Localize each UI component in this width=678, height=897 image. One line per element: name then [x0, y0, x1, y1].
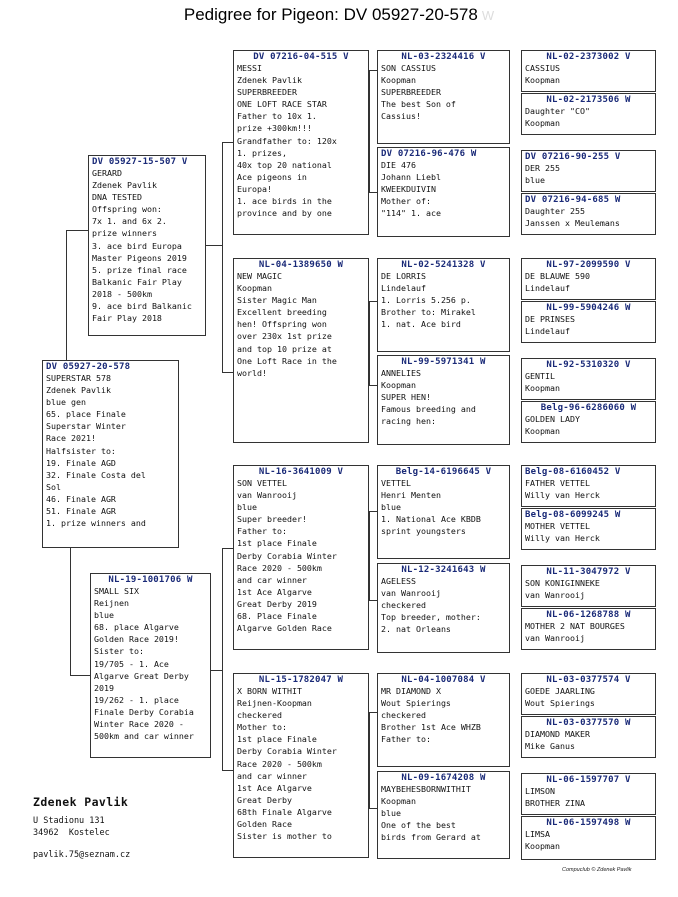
detail-line: Sol — [46, 481, 61, 492]
detail-line: Famous breeding and — [381, 404, 476, 415]
detail-line: over 230x 1st prize — [237, 331, 332, 342]
detail-line: Daughter 255 — [525, 206, 585, 216]
detail-line: Super breeder! — [237, 514, 307, 525]
detail-line: Winter Race 2020 - — [94, 719, 184, 730]
detail-line: Master Pigeons 2019 — [92, 252, 187, 263]
detail-line: DE BLAUWE 590 — [525, 271, 590, 281]
detail-line: NEW MAGIC — [237, 271, 282, 281]
detail-line: 1. prize winners and — [46, 518, 146, 529]
detail-line: Grandfather to: 120x — [237, 135, 337, 146]
ring-number: NL-12-3241643 W — [401, 565, 486, 575]
connector-line — [222, 770, 233, 771]
ring-number: DV 05927-15-507 V — [92, 157, 188, 167]
ring-number: NL-02-5241328 V — [401, 260, 486, 270]
pigeon-box-father — [88, 155, 206, 336]
detail-line: Wout Spierings — [381, 698, 451, 709]
detail-line: SUPER HEN! — [381, 392, 431, 403]
pigeon-box-mf — [233, 465, 369, 650]
detail-line: DNA TESTED — [92, 192, 142, 203]
pigeon-box-mother — [90, 573, 211, 758]
detail-line: CASSIUS — [525, 63, 560, 73]
pigeon-details — [522, 413, 655, 437]
detail-line: blue — [525, 175, 545, 186]
ring-number: NL-04-1007084 V — [401, 675, 486, 685]
ring-number: NL-03-2324416 V — [401, 52, 486, 62]
detail-line: Sister to: — [94, 646, 144, 657]
detail-line: Reijnen-Koopman — [237, 698, 312, 709]
connector-line — [369, 301, 370, 385]
title-text: Pedigree for Pigeon: DV 05927-20-578 — [183, 5, 478, 24]
pigeon-box-subject — [42, 360, 179, 548]
ring-number: NL-02-2173506 W — [546, 95, 631, 105]
detail-line: Koopman — [525, 75, 560, 86]
pigeon-details — [234, 62, 368, 219]
detail-line: and car winner — [237, 574, 307, 585]
connector-line — [222, 548, 223, 770]
pigeon-details — [522, 520, 655, 544]
detail-line: DIE 476 — [381, 160, 416, 170]
detail-line: Henri Menten — [381, 490, 441, 501]
detail-line: racing hen: — [381, 416, 436, 427]
detail-line: 2019 — [94, 682, 114, 693]
pigeon-box-g5-2 — [521, 93, 656, 135]
detail-line: Algarve Golden Race — [237, 623, 332, 634]
detail-line: blue — [381, 502, 401, 513]
detail-line: checkered — [381, 710, 426, 721]
detail-line: and car winner — [237, 770, 307, 781]
ring-number: NL-15-1782047 W — [258, 675, 344, 685]
detail-line: Koopman — [237, 283, 272, 294]
pigeon-details — [522, 313, 655, 337]
detail-line: The best Son of — [381, 99, 456, 110]
detail-line: 19/705 - 1. Ace — [94, 658, 169, 669]
pigeon-box-mmf — [377, 673, 510, 767]
detail-line: SUPERSTAR 578 — [46, 373, 111, 383]
connector-line — [369, 511, 370, 600]
pigeon-box-mm — [233, 673, 369, 858]
detail-line: ANNELIES — [381, 368, 421, 378]
detail-line: Willy van Herck — [525, 533, 600, 544]
detail-line: Fair Play 2018 — [92, 313, 162, 324]
pigeon-box-g5-1 — [521, 50, 656, 92]
detail-line: Father to 10x 1. — [237, 111, 317, 122]
detail-line: checkered — [237, 710, 282, 721]
pigeon-box-ff — [233, 50, 369, 235]
pigeon-details — [378, 575, 509, 635]
detail-line: 51. Finale AGR — [46, 506, 116, 517]
pigeon-details — [378, 477, 509, 537]
detail-line: X BORN WITHIT — [237, 686, 302, 696]
detail-line: Cassius! — [381, 111, 421, 122]
ring-number: DV 05927-20-578 — [46, 362, 131, 372]
ring-number: NL-03-0377574 V — [546, 675, 631, 685]
pigeon-box-g5-16 — [521, 816, 656, 860]
ring-number: NL-06-1597707 V — [546, 775, 631, 785]
detail-line: 1. nat. Ace bird — [381, 319, 461, 330]
pigeon-details — [522, 728, 655, 752]
detail-line: MAYBEHESBORNWITHIT — [381, 784, 471, 794]
detail-line: van Wanrooij — [525, 590, 585, 601]
connector-line — [222, 372, 233, 373]
pigeon-details — [234, 685, 368, 842]
pigeon-details — [378, 367, 509, 427]
detail-line: blue — [381, 808, 401, 819]
address-line: U Stadionu 131 — [33, 816, 105, 826]
detail-line: Zdenek Pavlik — [46, 385, 111, 396]
ring-number: NL-06-1268788 W — [546, 610, 631, 620]
pigeon-details — [522, 205, 655, 229]
detail-line: 2. nat Orleans — [381, 624, 451, 635]
breeder-info — [33, 795, 130, 860]
connector-line — [369, 301, 377, 302]
detail-line: Father to: — [237, 526, 287, 537]
ring-number: NL-16-3641009 V — [258, 467, 344, 477]
ring-number: Belg-14-6196645 V — [395, 467, 492, 477]
detail-line: Koopman — [525, 841, 560, 852]
pigeon-details — [522, 105, 655, 129]
ring-number: NL-99-5904246 W — [546, 303, 631, 313]
pigeon-details — [378, 62, 509, 122]
detail-line: Sister Magic Man — [237, 295, 317, 306]
detail-line: Race 2021! — [46, 433, 96, 444]
pigeon-details — [89, 167, 205, 324]
detail-line: Lindelauf — [381, 283, 426, 294]
ring-number: NL-92-5310320 V — [546, 360, 631, 370]
detail-line: Golden Race 2019! — [94, 634, 179, 645]
detail-line: GOEDE JAARLING — [525, 686, 595, 696]
detail-line: 68. place Algarve — [94, 622, 179, 633]
ring-number: DV 07216-94-685 W — [525, 195, 621, 205]
detail-line: Race 2020 - 500km — [237, 758, 322, 769]
detail-line: province and by one — [237, 208, 332, 219]
pigeon-details — [234, 270, 368, 379]
detail-line: 5. prize final race — [92, 264, 187, 275]
pigeon-box-g5-14 — [521, 716, 656, 758]
ring-number: NL-11-3047972 V — [546, 567, 631, 577]
detail-line: SON CASSIUS — [381, 63, 436, 73]
pigeon-details — [522, 370, 655, 394]
detail-line: Balkanic Fair Play — [92, 276, 182, 287]
pigeon-box-g5-11 — [521, 565, 656, 607]
detail-line: Algarve Great Derby — [94, 670, 189, 681]
detail-line: hen! Offspring won — [237, 319, 327, 330]
connector-line — [369, 385, 377, 386]
detail-line: Koopman — [381, 75, 416, 86]
detail-line: 1. National Ace KBDB — [381, 514, 481, 525]
detail-line: Mother to: — [237, 722, 287, 733]
ring-number: Belg-08-6099245 W — [525, 510, 621, 520]
ring-number: NL-02-2373002 V — [546, 52, 631, 62]
ring-number: NL-04-1389650 W — [258, 260, 344, 270]
ring-number: Belg-08-6160452 V — [525, 467, 621, 477]
detail-line: Race 2020 - 500km — [237, 562, 322, 573]
detail-line: van Wanrooij — [381, 588, 441, 599]
detail-line: Zdenek Pavlik — [237, 75, 302, 86]
detail-line: 1st place Finale — [237, 734, 317, 745]
detail-line: 1st Ace Algarve — [237, 586, 312, 597]
connector-line — [369, 511, 377, 512]
detail-line: 32. Finale Costa del — [46, 469, 146, 480]
connector-line — [369, 192, 377, 193]
detail-line: SON VETTEL — [237, 478, 287, 488]
detail-line: MR DIAMOND X — [381, 686, 441, 696]
detail-line: 1. ace birds in the — [237, 196, 332, 207]
detail-line: LIMSON — [525, 786, 555, 796]
breeder-address — [33, 815, 130, 839]
detail-line: SMALL SIX — [94, 586, 139, 596]
detail-line: Johann Liebl — [381, 172, 441, 183]
detail-line: VETTEL — [381, 478, 411, 488]
connector-line — [222, 142, 233, 143]
pigeon-details — [378, 159, 509, 219]
detail-line: DE LORRIS — [381, 271, 426, 281]
detail-line: "114" 1. ace — [381, 208, 441, 219]
connector-line — [222, 142, 223, 372]
detail-line: AGELESS — [381, 576, 416, 586]
detail-line: Finale Derby Corabia — [94, 706, 194, 717]
ring-number: Belg-96-6286060 W — [540, 403, 637, 413]
pigeon-box-fmm — [377, 355, 510, 445]
pigeon-details — [522, 785, 655, 809]
ring-number: NL-19-1001706 W — [108, 575, 193, 585]
detail-line: Golden Race — [237, 819, 292, 830]
pigeon-details — [91, 585, 210, 742]
detail-line: SUPERBREEDER — [381, 87, 441, 98]
detail-line: GERARD — [92, 168, 122, 178]
detail-line: 19/262 - 1. place — [94, 694, 179, 705]
footer-credit: Compuclub © Zdenek Pavlik — [562, 867, 632, 873]
breeder-email: pavlik.75@seznam.cz — [33, 850, 131, 860]
pigeon-box-g5-13 — [521, 673, 656, 715]
pigeon-box-fm — [233, 258, 369, 443]
detail-line: blue — [94, 610, 114, 621]
detail-line: KWEEKDUIVIN — [381, 184, 436, 195]
detail-line: Daughter "CO" — [525, 106, 590, 116]
pigeon-details — [522, 620, 655, 644]
ring-number: NL-09-1674208 W — [401, 773, 486, 783]
connector-line — [70, 548, 71, 675]
ring-number: NL-97-2099590 V — [546, 260, 631, 270]
ring-number: NL-99-5971341 W — [401, 357, 486, 367]
detail-line: GOLDEN LADY — [525, 414, 580, 424]
pigeon-box-g5-10 — [521, 508, 656, 550]
detail-line: 1. prizes, — [237, 147, 287, 158]
detail-line: 3. ace bird Europa — [92, 240, 182, 251]
detail-line: Top breeder, mother: — [381, 612, 481, 623]
detail-line: 40x top 20 national — [237, 159, 332, 170]
detail-line: 46. Finale AGR — [46, 493, 116, 504]
detail-line: Reijnen — [94, 598, 129, 609]
detail-line: 19. Finale AGD — [46, 457, 116, 468]
detail-line: DIAMOND MAKER — [525, 729, 590, 739]
detail-line: Mike Ganus — [525, 741, 575, 752]
ring-number: DV 07216-96-476 W — [381, 149, 477, 159]
detail-line: and top 10 prize at — [237, 343, 332, 354]
breeder-name: Zdenek Pavlik — [33, 795, 129, 809]
detail-line: Derby Corabia Winter — [237, 550, 337, 561]
connector-line — [70, 675, 90, 676]
detail-line: BROTHER ZINA — [525, 798, 585, 809]
detail-line: blue — [237, 502, 257, 513]
detail-line: Koopman — [381, 380, 416, 391]
detail-line: 68. Place Finale — [237, 611, 317, 622]
detail-line: Wout Spierings — [525, 698, 595, 709]
detail-line: One Loft Race in the — [237, 355, 337, 366]
pigeon-details — [522, 577, 655, 601]
detail-line: van Wanrooij — [525, 633, 585, 644]
detail-line: Ace pigeons in — [237, 171, 307, 182]
pigeon-box-fff — [377, 50, 510, 144]
detail-line: MOTHER 2 NAT BOURGES — [525, 621, 625, 631]
pigeon-box-g5-4 — [521, 193, 656, 235]
connector-line — [369, 808, 377, 809]
pigeon-details — [522, 162, 655, 186]
pigeon-details — [378, 685, 509, 745]
detail-line: Mother of: — [381, 196, 431, 207]
detail-line: Derby Corabia Winter — [237, 746, 337, 757]
title-watermark: W — [481, 8, 495, 23]
detail-line: Willy van Herck — [525, 490, 600, 501]
detail-line: 65. place Finale — [46, 409, 126, 420]
detail-line: 1st Ace Algarve — [237, 782, 312, 793]
detail-line: prize +300km!!! — [237, 123, 312, 134]
detail-line: Halfsister to: — [46, 445, 116, 456]
detail-line: 9. ace bird Balkanic — [92, 301, 192, 312]
detail-line: Koopman — [381, 796, 416, 807]
ring-number: DV 07216-90-255 V — [525, 152, 621, 162]
detail-line: Excellent breeding — [237, 307, 327, 318]
detail-line: Brother 1st Ace WHZB — [381, 722, 481, 733]
detail-line: Lindelauf — [525, 326, 570, 337]
detail-line: Sister is mother to — [237, 831, 332, 842]
pigeon-box-g5-7 — [521, 358, 656, 400]
detail-line: SUPERBREEDER — [237, 87, 297, 98]
detail-line: Koopman — [525, 383, 560, 394]
detail-line: Great Derby — [237, 794, 292, 805]
detail-line: MOTHER VETTEL — [525, 521, 590, 531]
detail-line: One of the best — [381, 820, 456, 831]
detail-line: Koopman — [525, 118, 560, 129]
pigeon-box-g5-8 — [521, 401, 656, 443]
detail-line: ONE LOFT RACE STAR — [237, 99, 327, 110]
detail-line: prize winners — [92, 228, 157, 239]
ring-number: NL-03-0377570 W — [546, 718, 631, 728]
detail-line: DE PRINSES — [525, 314, 575, 324]
pigeon-box-g5-3 — [521, 150, 656, 192]
detail-line: LIMSA — [525, 829, 550, 839]
detail-line: van Wanrooij — [237, 490, 297, 501]
ring-number: NL-06-1597498 W — [546, 818, 631, 828]
detail-line: GENTIL — [525, 371, 555, 381]
pigeon-details — [522, 828, 655, 852]
pigeon-box-mfm — [377, 563, 510, 653]
detail-line: checkered — [381, 600, 426, 611]
pigeon-box-mff — [377, 465, 510, 559]
pigeon-details — [522, 62, 655, 86]
detail-line: 1. Lorris 5.256 p. — [381, 295, 471, 306]
pigeon-box-ffm — [377, 147, 510, 237]
pigeon-details — [234, 477, 368, 634]
pigeon-box-g5-15 — [521, 773, 656, 815]
connector-line — [211, 670, 222, 671]
detail-line: Janssen x Meulemans — [525, 218, 620, 229]
detail-line: Koopman — [525, 426, 560, 437]
connector-line — [369, 712, 370, 808]
pigeon-box-g5-12 — [521, 608, 656, 650]
detail-line: Zdenek Pavlik — [92, 180, 157, 191]
pigeon-details — [43, 372, 178, 529]
detail-line: SON KONIGINNEKE — [525, 578, 600, 588]
connector-line — [206, 245, 222, 246]
ring-number: DV 07216-04-515 V — [253, 52, 349, 62]
pigeon-box-g5-6 — [521, 301, 656, 343]
detail-line: Father to: — [381, 734, 431, 745]
pigeon-details — [522, 477, 655, 501]
connector-line — [369, 600, 377, 601]
detail-line: Lindelauf — [525, 283, 570, 294]
pigeon-details — [522, 685, 655, 709]
pigeon-details — [378, 783, 509, 843]
detail-line: 2018 - 500km — [92, 288, 152, 299]
connector-line — [66, 230, 67, 360]
detail-line: Europa! — [237, 183, 272, 194]
detail-line: 1st place Finale — [237, 538, 317, 549]
address-line: 34962 Kostelec — [33, 828, 110, 838]
detail-line: Superstar Winter — [46, 421, 126, 432]
detail-line: birds from Gerard at — [381, 832, 481, 843]
pigeon-details — [522, 270, 655, 294]
pigeon-box-fmf — [377, 258, 510, 352]
detail-line: FATHER VETTEL — [525, 478, 590, 488]
detail-line: world! — [237, 367, 267, 378]
connector-line — [369, 70, 370, 192]
pigeon-box-mmm — [377, 771, 510, 859]
connector-line — [66, 230, 88, 231]
detail-line: sprint youngsters — [381, 526, 466, 537]
page-title — [0, 5, 678, 25]
detail-line: Offspring won: — [92, 204, 162, 215]
detail-line: MESSI — [237, 63, 262, 73]
connector-line — [369, 712, 377, 713]
pigeon-box-g5-5 — [521, 258, 656, 300]
pigeon-box-g5-9 — [521, 465, 656, 507]
detail-line: 68th Finale Algarve — [237, 806, 332, 817]
detail-line: Great Derby 2019 — [237, 598, 317, 609]
detail-line: DER 255 — [525, 163, 560, 173]
detail-line: 500km and car winner — [94, 731, 194, 742]
detail-line: blue gen — [46, 397, 86, 408]
connector-line — [369, 70, 377, 71]
pigeon-details — [378, 270, 509, 330]
detail-line: Brother to: Mirakel — [381, 307, 476, 318]
detail-line: 7x 1. and 6x 2. — [92, 216, 167, 227]
connector-line — [222, 548, 233, 549]
